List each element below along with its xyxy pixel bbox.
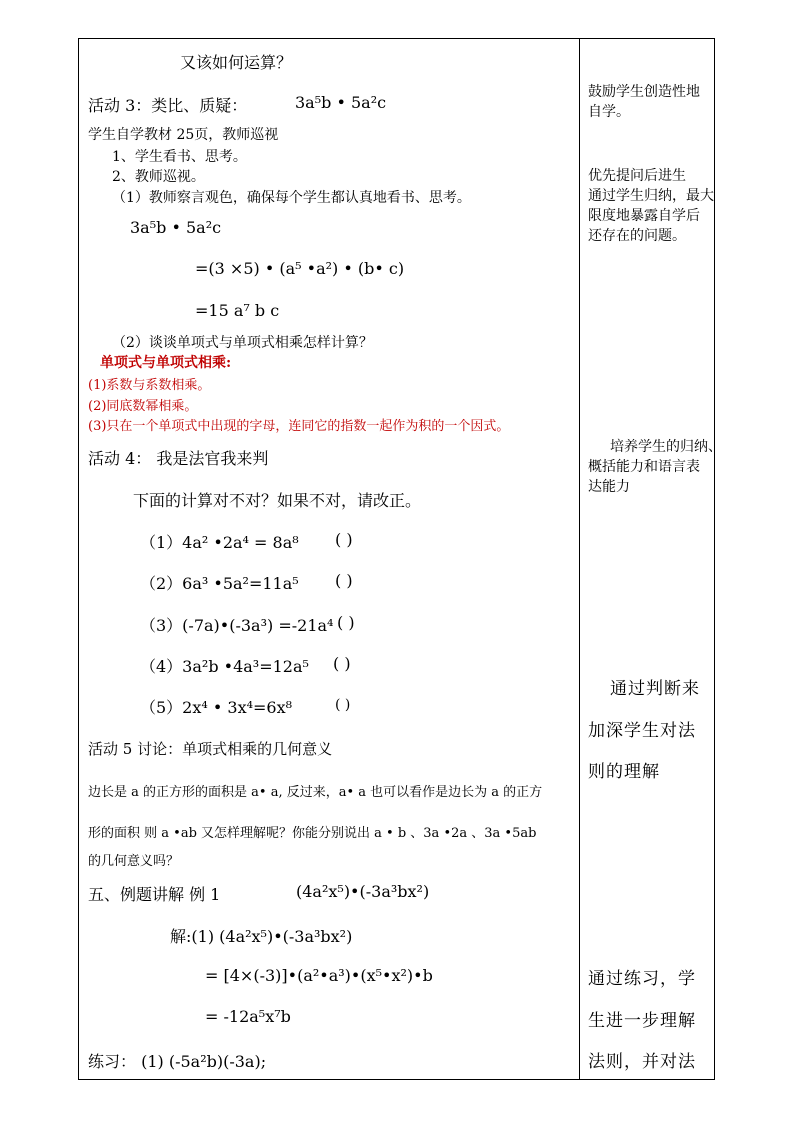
activity-5-title: 活动 5 讨论：单项式相乘的几何意义 — [88, 740, 333, 758]
practice-line: 练习： (1) (-5a²b)(-3a); — [88, 1052, 267, 1071]
answer-parentheses: ( ) — [335, 530, 353, 549]
activity-4-title: 活动 4： 我是法官我来判 — [88, 449, 269, 468]
text-line: 学生自学教材 25页，教师巡视 — [88, 127, 279, 143]
answer-parentheses: ( ) — [335, 697, 351, 713]
side-note: 通过判断来 — [610, 679, 700, 699]
answer-parentheses: ( ) — [337, 613, 355, 632]
rule-item: (2)同底数幂相乘。 — [88, 399, 198, 414]
calc-step: =15 a⁷ b c — [195, 301, 280, 320]
solution-step: = [4×(-3)]•(a²•a³)•(x⁵•x²)•b — [205, 966, 433, 985]
judge-question: （3）(-7a)•(-3a³) =-21a⁴ — [140, 616, 334, 635]
side-note: 培养学生的归纳、 — [610, 439, 722, 455]
side-note: 通过练习，学 — [588, 969, 696, 989]
answer-parentheses: ( ) — [333, 654, 351, 673]
activity-5-paragraph: 的几何意义吗？ — [88, 854, 180, 869]
answer-parentheses: ( ) — [335, 571, 353, 590]
side-note: 概括能力和语言表 — [588, 459, 700, 475]
side-note: 则的理解 — [588, 762, 660, 782]
side-note: 生进一步理解 — [588, 1011, 696, 1031]
side-note: 法则，并对法 — [588, 1052, 696, 1072]
judge-question: （5）2x⁴ • 3x⁴=6x⁸ — [140, 698, 293, 717]
text-line: 1、学生看书、思考。 — [112, 149, 247, 165]
rule-item: (3)只在一个单项式中出现的字母，连同它的指数一起作为积的一个因式。 — [88, 419, 510, 434]
calc-step: =(3 ×5) • (a⁵ •a²) • (b• c) — [195, 259, 405, 278]
side-note: 达能力 — [588, 479, 630, 495]
side-note: 加深学生对法 — [588, 721, 696, 741]
activity-3-expression: 3a⁵b • 5a²c — [295, 93, 387, 112]
activity-5-paragraph: 边长是 a 的正方形的面积是 a• a, 反过来，a• a 也可以看作是边长为 a 的正方 — [88, 785, 543, 800]
judge-question: （2）6a³ •5a²=11a⁵ — [140, 574, 299, 593]
side-note: 通过学生归纳，最大 — [588, 188, 714, 204]
judge-question: （4）3a²b •4a³=12a⁵ — [140, 657, 309, 676]
text-line: （1）教师察言观色，确保每个学生都认真地看书、思考。 — [112, 190, 471, 206]
side-note: 自学。 — [588, 104, 630, 120]
text-line: （2）谈谈单项式与单项式相乘怎样计算？ — [112, 335, 373, 351]
column-divider — [579, 38, 580, 1080]
judge-question: （1）4a² •2a⁴ = 8a⁸ — [140, 533, 299, 552]
activity-4-instruction: 下面的计算对不对？如果不对，请改正。 — [133, 491, 422, 510]
example-title: 五、例题讲解 例 1 — [88, 885, 221, 904]
side-note: 限度地暴露自学后 — [588, 208, 700, 224]
side-note: 优先提问后进生 — [588, 168, 686, 184]
calc-step: 3a⁵b • 5a²c — [130, 218, 222, 237]
side-note: 还存在的问题。 — [588, 228, 686, 244]
rule-title: 单项式与单项式相乘: — [100, 355, 232, 371]
text-line: 又该如何运算？ — [180, 53, 293, 72]
solution-step: 解:(1) (4a²x⁵)•(-3a³bx²) — [170, 927, 353, 946]
solution-step: = -12a⁵x⁷b — [205, 1007, 291, 1026]
side-note: 鼓励学生创造性地 — [588, 84, 700, 100]
text-line: 2、教师巡视。 — [112, 169, 205, 185]
example-expression: (4a²x⁵)•(-3a³bx²) — [296, 882, 430, 901]
activity-3-title: 活动 3：类比、质疑： — [88, 96, 248, 115]
activity-5-paragraph: 形的面积 则 a •ab 又怎样理解呢？你能分别说出 a • b 、3a •2a 、3a •5ab — [88, 826, 537, 841]
rule-item: (1)系数与系数相乘。 — [88, 378, 211, 393]
